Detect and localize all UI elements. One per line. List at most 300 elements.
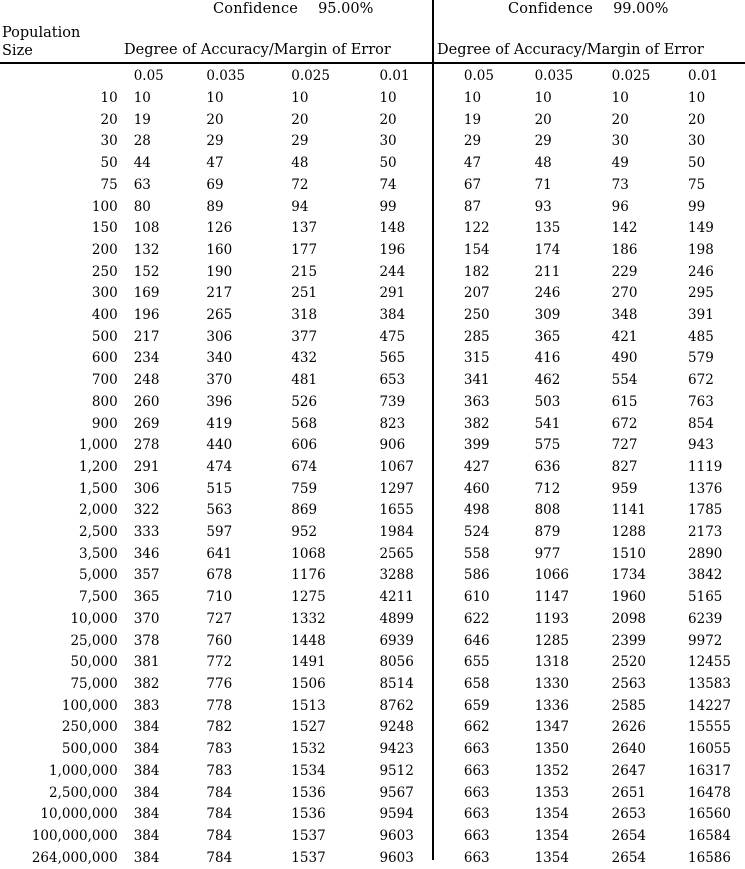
table-row [0,305,745,327]
sample-size-cell-99: 186 [611,241,638,258]
panel-gap-cell [440,262,448,284]
sample-size-cell-99: 2654 [611,849,647,866]
table-row [0,262,745,284]
confidence-value-99: 99.00% [613,1,669,17]
sample-size-cell-99: 229 [611,263,638,280]
sample-size-cell-95: 132 [133,241,160,258]
sample-size-cell-99: 1734 [611,567,647,584]
population-size-cell: 3,500 [79,545,118,562]
population-size-cell: 75 [100,176,118,193]
population-size-cell: 50,000 [70,654,118,671]
population-size-cell: 400 [91,307,118,324]
table-row [0,175,745,197]
sample-size-cell-99: 622 [463,610,490,627]
sample-size-cell-99: 663 [463,849,490,866]
panel-gap-cell [440,88,448,110]
margin-header-95-0.05: 0.05 [133,68,164,85]
sample-size-cell-95: 384 [133,741,160,758]
sample-size-cell-95: 383 [133,697,160,714]
table-row [0,197,745,219]
confidence-label-99: Confidence [508,1,594,17]
sample-size-cell-95: 1176 [291,567,326,584]
sample-size-cell-99: 50 [688,155,706,172]
sample-size-cell-95: 10 [133,90,151,106]
panel-gap-cell [440,131,448,153]
sample-size-cell-99: 460 [463,480,490,497]
table-row [0,327,745,349]
sample-size-cell-99: 20 [688,111,706,128]
sample-size-cell-95: 29 [291,133,309,150]
sample-size-cell-99: 1285 [534,632,569,649]
table-row [0,457,745,479]
table-row [0,110,745,132]
sample-size-cell-95: 215 [291,263,318,280]
sample-size-cell-95: 4211 [379,589,414,606]
sample-size-cell-95: 89 [206,198,224,215]
sample-size-cell-99: 1141 [611,502,647,519]
sample-size-cell-95: 50 [379,155,397,172]
panel-gap-cell [440,804,448,826]
sample-size-cell-95: 760 [206,632,233,649]
sample-size-cell-95: 1536 [291,784,326,801]
table-row [0,696,745,718]
sample-size-cell-99: 663 [463,806,490,823]
population-size-cell: 264,000,000 [31,849,118,866]
margin-header-95-0.01: 0.01 [379,68,410,85]
table-row [0,717,745,739]
population-size-cell: 900 [91,415,118,432]
sample-size-cell-99: 49 [611,155,629,172]
sample-size-cell-95: 8056 [379,654,414,671]
sample-size-cell-95: 906 [379,437,406,454]
sample-size-cell-99: 16055 [688,741,731,758]
sample-size-cell-95: 1297 [379,480,414,497]
sample-size-cell-95: 1332 [291,610,326,627]
sample-size-cell-99: 99 [688,198,706,215]
table-row [0,631,745,653]
sample-size-cell-99: 1318 [534,654,569,671]
population-size-cell: 500 [91,328,118,345]
population-size-cell: 250,000 [61,719,118,736]
sample-size-cell-99: 93 [534,198,552,215]
sample-size-cell-99: 1066 [534,567,569,584]
sample-size-cell-99: 348 [611,307,638,324]
sample-size-cell-99: 1288 [611,524,647,541]
sample-size-cell-99: 73 [611,176,629,193]
sample-size-cell-99: 490 [611,350,638,367]
table-row [0,826,745,848]
margin-header-99-0.01: 0.01 [688,68,719,85]
panel-gap-cell [440,761,448,783]
sample-size-cell-99: 154 [463,241,490,258]
sample-size-cell-99: 9972 [688,632,723,649]
sample-size-cell-95: 384 [133,719,160,736]
table-row [0,544,745,566]
sample-size-cell-95: 784 [206,784,233,801]
sample-size-cell-95: 384 [133,784,160,801]
sample-size-cell-99: 285 [463,328,490,345]
sample-size-cell-99: 182 [463,263,490,280]
sample-size-cell-95: 526 [291,393,318,410]
sample-size-cell-99: 315 [463,350,490,367]
sample-size-cell-95: 678 [206,567,233,584]
sample-size-cell-95: 126 [206,220,233,237]
panel-gap-cell [440,674,448,696]
sample-size-cell-95: 783 [206,762,233,779]
sample-size-cell-99: 977 [534,545,561,562]
margin-header-pop-spacer [0,66,124,88]
sample-size-cell-99: 19 [463,111,482,128]
population-size-cell: 10 [100,90,118,106]
sample-size-cell-99: 554 [611,372,638,389]
panel-gap-cell [440,826,448,848]
sample-size-cell-95: 108 [133,220,160,237]
population-size-cell: 700 [91,372,118,389]
sample-size-cell-99: 246 [534,285,561,302]
sample-size-cell-95: 196 [133,307,160,324]
table-header [0,0,745,63]
panel-gap-cell [440,66,448,88]
sample-size-cell-95: 778 [206,697,233,714]
sample-size-cell-95: 346 [133,545,160,562]
sample-size-cell-95: 269 [133,415,160,432]
table-row [0,348,745,370]
panel-gap-cell [440,305,448,327]
sample-size-cell-99: 879 [534,524,561,541]
population-size-cell: 100 [91,198,118,215]
sample-size-cell-95: 1655 [379,502,414,519]
sample-size-cell-95: 739 [379,393,406,410]
sample-size-cell-99: 1119 [688,458,723,475]
sample-size-cell-95: 217 [133,328,160,345]
panel-gap-cell [440,283,448,305]
accuracy-header-99: Degree of Accuracy/Margin of Error [437,42,704,58]
table-row [0,674,745,696]
table-row [0,609,745,631]
population-size-cell: 2,500 [79,524,118,541]
sample-size-cell-99: 827 [611,458,638,475]
population-size-cell: 50 [100,155,118,172]
table-row [0,414,745,436]
table-head [0,66,745,88]
sample-size-cell-95: 244 [379,263,406,280]
population-size-cell: 7,500 [79,589,118,606]
sample-size-cell-99: 16478 [688,784,731,801]
sample-size-cell-99: 2098 [611,610,647,627]
sample-size-cell-95: 653 [379,372,406,389]
sample-size-cell-95: 251 [291,285,318,302]
sample-size-cell-95: 234 [133,350,160,367]
sample-size-cell-99: 14227 [688,697,731,714]
sample-size-cell-95: 80 [133,198,151,215]
population-size-cell: 1,000,000 [48,762,118,779]
sample-size-cell-99: 1193 [534,610,569,627]
sample-size-cell-99: 341 [463,372,490,389]
sample-size-cell-99: 663 [463,827,490,844]
sample-size-cell-99: 1960 [611,589,647,606]
table-row [0,435,745,457]
sample-size-cell-95: 137 [291,220,318,237]
sample-size-cell-95: 1513 [291,697,326,714]
sample-size-cell-95: 772 [206,654,233,671]
sample-size-cell-95: 20 [379,111,397,128]
sample-size-cell-99: 416 [534,350,561,367]
sample-size-cell-99: 30 [688,133,706,150]
sample-size-cell-95: 29 [206,133,224,150]
sample-size-cell-99: 1510 [611,545,647,562]
sample-size-cell-95: 48 [291,155,309,172]
sample-size-cell-95: 340 [206,350,233,367]
sample-size-cell-99: 142 [611,220,638,237]
table-row [0,761,745,783]
sample-size-cell-99: 250 [463,307,490,324]
sample-size-cell-95: 9594 [379,806,414,823]
sample-size-cell-99: 2640 [611,741,647,758]
sample-size-cell-95: 419 [206,415,233,432]
population-size-cell: 5,000 [79,567,118,584]
sample-size-cell-99: 122 [463,220,490,237]
sample-size-cell-99: 636 [534,458,561,475]
population-size-header [2,24,80,60]
sample-size-cell-99: 30 [611,133,629,150]
sample-size-cell-95: 365 [133,589,160,606]
sample-size-cell-99: 421 [611,328,638,345]
sample-size-cell-99: 462 [534,372,561,389]
sample-size-cell-95: 710 [206,589,233,606]
sample-size-cell-95: 515 [206,480,233,497]
population-size-cell: 1,200 [79,458,118,475]
sample-size-cell-99: 2654 [611,827,647,844]
sample-size-cell-95: 384 [133,806,160,823]
population-size-cell: 1,000 [79,437,118,454]
sample-size-cell-95: 759 [291,480,318,497]
table-row [0,500,745,522]
sample-size-cell-95: 10 [291,90,309,106]
sample-size-cell-99: 270 [611,285,638,302]
confidence-95-header [213,1,373,17]
sample-size-cell-95: 3288 [379,567,414,584]
table-row [0,131,745,153]
table-row [0,392,745,414]
sample-size-cell-99: 646 [463,632,490,649]
sample-size-cell-95: 318 [291,307,318,324]
sample-size-cell-99: 207 [463,285,490,302]
sample-size-cell-95: 9603 [379,849,414,866]
panel-gap-cell [440,783,448,805]
table-row [0,587,745,609]
sample-size-cell-99: 1354 [534,827,569,844]
sample-size-cell-95: 8514 [379,675,414,692]
sample-size-cell-95: 382 [133,675,160,692]
sample-size-cell-99: 3842 [688,567,723,584]
sample-size-cell-99: 6239 [688,610,723,627]
sample-size-cell-99: 1336 [534,697,569,714]
margin-header-99-0.035: 0.035 [534,68,574,85]
sample-size-cell-95: 1527 [291,719,326,736]
sample-size-cell-99: 135 [534,220,561,237]
sample-size-cell-99: 2653 [611,806,647,823]
panel-gap-cell [440,717,448,739]
sample-size-cell-95: 99 [379,198,397,215]
sample-size-cell-95: 565 [379,350,406,367]
sample-size-cell-95: 1448 [291,632,326,649]
sample-size-cell-99: 1376 [688,480,723,497]
sample-size-cell-99: 391 [688,307,714,324]
header-rule [0,62,745,64]
sample-size-cell-99: 503 [534,393,561,410]
population-size-cell: 500,000 [61,741,118,758]
population-size-cell: 10,000 [70,610,118,627]
sample-size-cell-95: 776 [206,675,233,692]
sample-size-cell-95: 10 [206,90,224,106]
sample-size-cell-99: 16586 [688,849,731,866]
sample-size-cell-99: 662 [463,719,490,736]
sample-size-cell-95: 20 [206,111,224,128]
sample-size-cell-95: 1537 [291,849,326,866]
sample-size-cell-95: 9512 [379,762,414,779]
sample-size-cell-99: 672 [611,415,638,432]
sample-size-cell-95: 606 [291,437,318,454]
sample-size-cell-95: 1537 [291,827,326,844]
sample-size-cell-95: 291 [133,458,160,475]
population-size-cell: 100,000 [61,697,118,714]
sample-size-cell-99: 295 [688,285,714,302]
population-size-cell: 2,000 [79,502,118,519]
sample-size-cell-95: 432 [291,350,318,367]
sample-size-cell-95: 217 [206,285,233,302]
sample-size-cell-95: 306 [206,328,233,345]
sample-size-cell-99: 309 [534,307,561,324]
sample-size-cell-95: 568 [291,415,318,432]
sample-size-cell-99: 1347 [534,719,569,736]
sample-size-cell-99: 959 [611,480,638,497]
sample-size-cell-95: 674 [291,458,318,475]
table-body [0,88,745,869]
sample-size-cell-95: 322 [133,502,160,519]
sample-size-cell-95: 784 [206,849,233,866]
population-size-cell: 25,000 [70,632,118,649]
margin-header-95-0.035: 0.035 [206,68,246,85]
sample-size-cell-95: 378 [133,632,160,649]
panel-gap-cell [440,435,448,457]
panel-gap-cell [440,392,448,414]
sample-size-cell-95: 1067 [379,458,414,475]
sample-size-cell-95: 1534 [291,762,326,779]
panel-gap-cell [440,479,448,501]
panel-gap-cell [440,500,448,522]
sample-size-cell-99: 1350 [534,741,569,758]
sample-size-cell-99: 1330 [534,675,569,692]
sample-size-cell-99: 365 [534,328,561,345]
sample-size-cell-95: 74 [379,176,397,193]
sample-size-cell-99: 20 [534,111,552,128]
sample-size-cell-99: 12455 [688,654,731,671]
sample-size-cell-99: 579 [688,350,714,367]
sample-size-cell-99: 2563 [611,675,647,692]
population-size-cell: 250 [91,263,118,280]
sample-size-cell-95: 597 [206,524,233,541]
sample-size-cell-99: 659 [463,697,490,714]
sample-size-cell-99: 87 [463,198,482,215]
sample-size-cell-95: 952 [291,524,318,541]
sample-size-cell-99: 2399 [611,632,647,649]
sample-size-cell-99: 663 [463,762,490,779]
population-size-cell: 10,000,000 [40,806,118,823]
panel-gap-cell [440,240,448,262]
table-row [0,652,745,674]
sample-size-cell-99: 15555 [688,719,731,736]
panel-gap-cell [440,153,448,175]
sample-size-cell-99: 67 [463,176,482,193]
panel-gap-cell [440,522,448,544]
sample-size-cell-95: 190 [206,263,233,280]
sample-size-cell-99: 2890 [688,545,723,562]
table-row [0,522,745,544]
sample-size-cell-95: 1491 [291,654,326,671]
sample-size-cell-99: 16317 [688,762,731,779]
sample-size-cell-99: 485 [688,328,714,345]
panel-gap-cell [440,587,448,609]
sample-size-cell-95: 306 [133,480,160,497]
sample-size-cell-99: 2647 [611,762,647,779]
accuracy-header-95: Degree of Accuracy/Margin of Error [124,42,391,58]
sample-size-cell-99: 2585 [611,697,647,714]
sample-size-cell-95: 265 [206,307,233,324]
panel-gap-cell [440,457,448,479]
sample-size-cell-95: 1506 [291,675,326,692]
sample-size-cell-99: 29 [463,133,482,150]
sample-size-cell-95: 563 [206,502,233,519]
sample-size-cell-99: 2173 [688,524,723,541]
population-size-cell: 1,500 [79,480,118,497]
panel-gap-cell [440,652,448,674]
sample-size-cell-99: 672 [688,372,714,389]
sample-size-cell-95: 248 [133,372,160,389]
sample-size-cell-95: 474 [206,458,233,475]
sample-size-cell-95: 384 [133,849,160,866]
sample-size-cell-99: 498 [463,502,490,519]
sample-size-cell-95: 823 [379,415,406,432]
panel-gap-cell [440,631,448,653]
table-row [0,739,745,761]
sample-size-cell-95: 20 [291,111,309,128]
sample-size-cell-99: 1352 [534,762,569,779]
population-size-cell: 100,000,000 [31,827,118,844]
sample-size-cell-99: 399 [463,437,490,454]
population-size-line1: Population [2,25,81,41]
sample-size-cell-95: 869 [291,502,318,519]
sample-size-cell-99: 174 [534,241,561,258]
sample-size-cell-95: 333 [133,524,160,541]
sample-size-cell-99: 198 [688,241,714,258]
sample-size-cell-99: 29 [534,133,552,150]
sample-size-cell-99: 541 [534,415,561,432]
sample-size-cell-99: 211 [534,263,561,280]
sample-size-cell-99: 712 [534,480,561,497]
sample-size-cell-95: 9248 [379,719,414,736]
table-row [0,283,745,305]
sample-size-cell-99: 2651 [611,784,647,801]
panel-gap-cell [440,348,448,370]
confidence-99-header [508,1,668,17]
sample-size-table [0,66,745,869]
sample-size-cell-99: 663 [463,741,490,758]
sample-size-cell-95: 148 [379,220,406,237]
sample-size-cell-95: 1984 [379,524,414,541]
sample-size-cell-99: 246 [688,263,714,280]
population-size-cell: 20 [100,111,118,128]
sample-size-cell-99: 75 [688,176,706,193]
